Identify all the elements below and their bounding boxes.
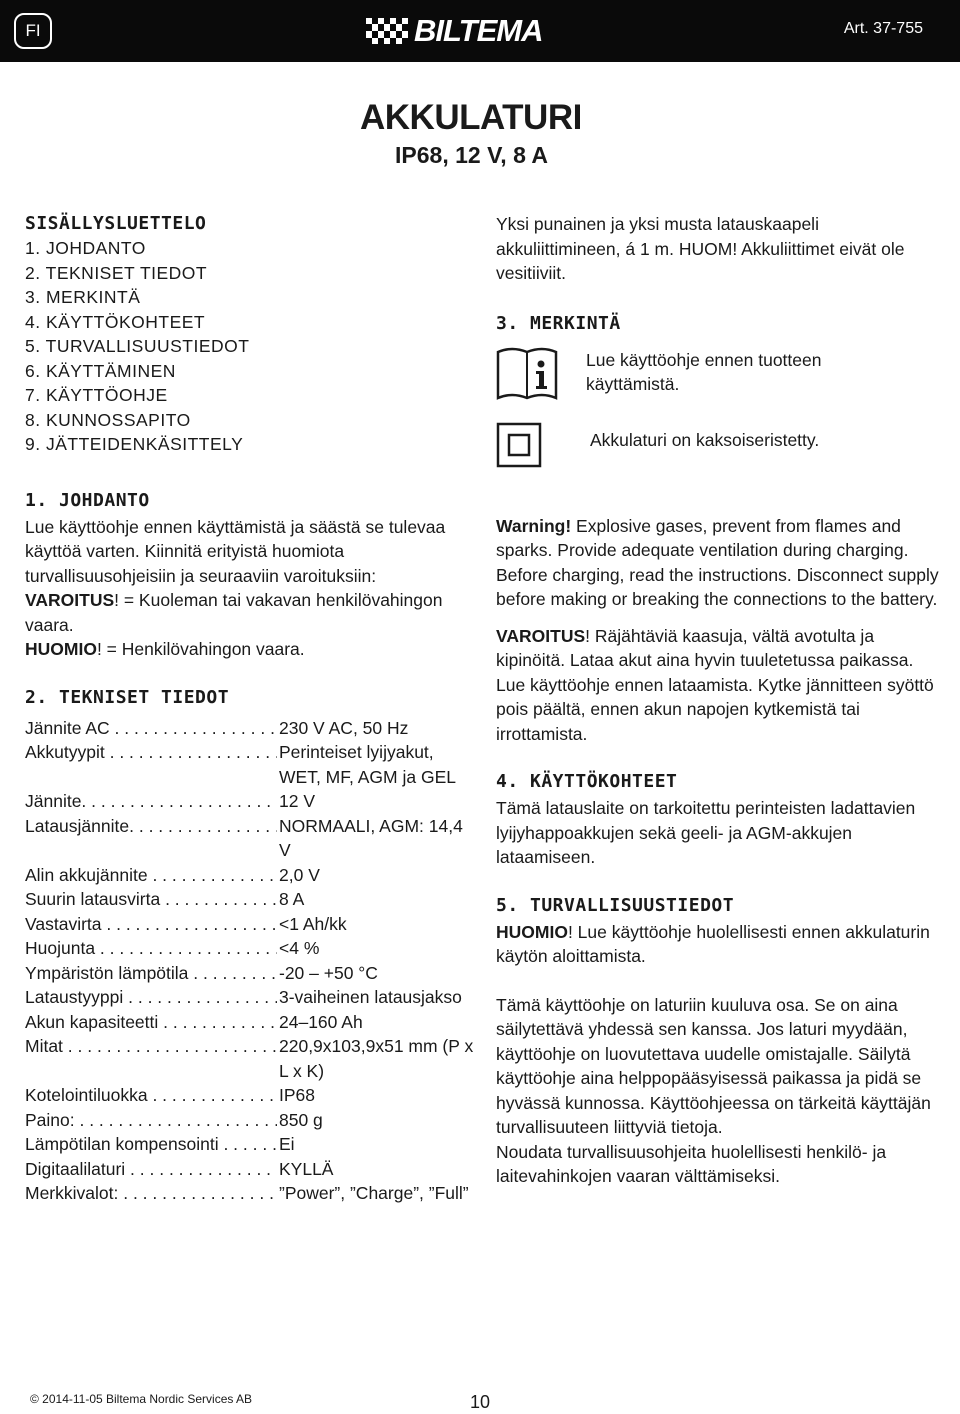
toc-item: 5. TURVALLISUUSTIEDOT xyxy=(25,336,250,356)
toc-item: 8. KUNNOSSAPITO xyxy=(25,409,191,430)
spec-row xyxy=(25,863,475,888)
spec-row xyxy=(25,912,475,937)
spec-row xyxy=(25,887,475,912)
spec-value: -20 – +50 °C xyxy=(279,962,378,983)
finnish-warning-label: VAROITUS xyxy=(496,625,586,646)
read-manual-icon xyxy=(496,344,558,400)
spec-key: Jännite AC . . . xyxy=(25,716,277,741)
double-insulation-icon xyxy=(496,422,542,468)
spec-value: 24–160 Ah xyxy=(279,1011,363,1032)
intro-heading: 1. JOHDANTO xyxy=(25,489,150,511)
spec-row xyxy=(25,814,475,863)
english-warning-label: Warning! xyxy=(496,515,572,536)
spec-row xyxy=(25,1132,475,1157)
english-warning xyxy=(496,514,941,612)
spec-key: Lämpötilan kompensointi . . . xyxy=(25,1132,277,1157)
usage-text: Tämä latauslaite on tarkoitettu perinteisten ladattavien lyijyhappoakkujen sekä geeli- ja AGM-akkujen lataamiseen. xyxy=(496,798,916,867)
safety-heading: 5. TURVALLISUUSTIEDOT xyxy=(496,894,735,916)
spec-row xyxy=(25,1157,475,1182)
spec-key: Latausjännite. . . . xyxy=(25,814,277,863)
spec-row xyxy=(25,716,475,741)
spec-row xyxy=(25,1010,475,1035)
mark2-text: Akkulaturi on kaksoiseristetty. xyxy=(590,429,820,450)
toc-item: 6. KÄYTTÄMINEN xyxy=(25,360,176,381)
toc-item: 3. MERKINTÄ xyxy=(25,287,141,307)
page-subtitle: IP68, 12 V, 8 A xyxy=(395,142,549,168)
spec-value: <1 Ah/kk xyxy=(279,913,347,934)
spec-key: Vastavirta . . . xyxy=(25,912,277,937)
spec-row xyxy=(25,740,475,789)
spec-key: Jännite. . . . xyxy=(25,789,277,814)
spec-row xyxy=(25,936,475,961)
mark1-text: Lue käyttöohje ennen tuotteen käyttämistä. xyxy=(586,349,822,394)
spec-key: Akun kapasiteetti . . . xyxy=(25,1010,277,1035)
marking-heading: 3. MERKINTÄ xyxy=(496,312,621,334)
spec-row xyxy=(25,985,475,1010)
spec-value: 220,9x103,9x51 mm (P x L x K) xyxy=(279,1036,474,1081)
spec-row xyxy=(25,1108,475,1133)
usage-heading: 4. KÄYTTÖKOHTEET xyxy=(496,771,678,792)
spec-value: 2,0 V xyxy=(279,864,320,885)
spec-key: Paino: . . . xyxy=(25,1108,277,1133)
warning-text: ! = Kuoleman tai vakavan henkilövahingon vaara. xyxy=(25,590,443,635)
mark-read-manual xyxy=(496,344,941,400)
toc-item: 2. TEKNISET TIEDOT xyxy=(25,262,208,283)
spec-key: Mitat . . . xyxy=(25,1034,277,1083)
spec-value: Ei xyxy=(279,1134,295,1154)
toc-item: 1. JOHDANTO xyxy=(25,238,146,258)
spec-key: Kotelointiluokka . . . xyxy=(25,1083,277,1108)
toc-list xyxy=(25,236,475,457)
spec-value: Perinteiset lyijyakut, WET, MF, AGM ja GEL xyxy=(279,742,456,787)
safety-paragraph: Tämä käyttöohje on laturiin kuuluva osa. Se on aina säilytettävä yhdessä sen kanssa. Jos laturi myydään, käyttöohje on luovutettava uudelle omistajalle. Säilytä käyttöohje aina helppopääsyisessä paikassa ja pidä se hyvässä kunnossa. Käyttöohjeessa on tärkeitä käyttäjän turvallisuuteen liittyviä tietoja. xyxy=(496,994,931,1137)
spec-value: 8 A xyxy=(279,889,305,909)
toc-heading: SISÄLLYSLUETTELO xyxy=(25,213,207,234)
brand-name: BILTEMA xyxy=(414,13,543,48)
spec-value: 12 V xyxy=(279,791,315,811)
spec-row xyxy=(25,1181,475,1206)
language-badge: FI xyxy=(14,13,52,49)
cable-text: Yksi punainen ja yksi musta latauskaapeli akkuliittimineen, á 1 m. HUOM! Akkuliittimet eivät ole vesitiiviit. xyxy=(496,214,905,283)
spec-value: 850 g xyxy=(279,1109,323,1130)
spec-key: Digitaalilaturi . . . xyxy=(25,1157,277,1182)
toc-item: 4. KÄYTTÖKOHTEET xyxy=(25,311,206,332)
page-number: 10 xyxy=(470,1392,491,1412)
spec-row xyxy=(25,1034,475,1083)
intro-warning xyxy=(25,588,475,637)
intro-text: Lue käyttöohje ennen käyttämistä ja säästä se tulevaa käyttöä varten. Kiinnitä erityistä huomiota turvallisuusohjeisiin ja seuraaviin varoituksiin: xyxy=(25,516,446,586)
safety-text: ! Lue käyttöohje huolellisesti ennen akkulaturin käytön aloittamista. xyxy=(496,921,930,966)
spec-value: 230 V AC, 50 Hz xyxy=(279,717,409,738)
spec-value: IP68 xyxy=(279,1085,315,1105)
safety-paragraph-2: Noudata turvallisuusohjeita huolellisesti henkilö- ja laitevahinkojen vaaran välttämiseksi. xyxy=(496,1141,887,1186)
checkered-flag-icon xyxy=(366,18,408,44)
safety-note xyxy=(496,920,941,969)
spec-value: <4 % xyxy=(279,938,320,958)
specs-heading: 2. TEKNISET TIEDOT xyxy=(25,686,230,708)
page-title: AKKULATURI xyxy=(360,98,582,137)
english-warning-text: Explosive gases, prevent from flames and sparks. Provide adequate ventilation during charging. Before charging, read the instructions. Disconnect supply before making or breaking the connections to the battery. xyxy=(496,515,939,609)
finnish-warning xyxy=(496,624,941,747)
right-column xyxy=(496,212,941,1189)
safety-label: HUOMIO xyxy=(496,921,568,942)
intro-note xyxy=(25,637,475,662)
spec-key: Suurin latausvirta . . . xyxy=(25,887,277,912)
spec-key: Alin akkujännite . . . xyxy=(25,863,277,888)
left-column xyxy=(25,212,475,1206)
spec-row xyxy=(25,961,475,986)
note-text: ! = Henkilövahingon vaara. xyxy=(96,639,305,659)
spec-value: 3-vaiheinen latausjakso xyxy=(279,987,462,1007)
note-label: HUOMIO xyxy=(25,639,97,659)
spec-value: NORMAALI, AGM: 14,4 V xyxy=(279,815,463,860)
toc-item: 7. KÄYTTÖOHJE xyxy=(25,385,168,405)
specs-table xyxy=(25,716,475,1206)
brand-logo xyxy=(366,12,542,50)
spec-key: Lataustyyppi . . . xyxy=(25,985,277,1010)
spec-row xyxy=(25,789,475,814)
mark-double-insulated xyxy=(496,422,941,468)
spec-key: Akkutyypit . . . xyxy=(25,740,277,789)
spec-key: Ympäristön lämpötila . . . xyxy=(25,961,277,986)
spec-key: Merkkivalot: . . . xyxy=(25,1181,277,1206)
warning-label: VAROITUS xyxy=(25,590,115,610)
spec-row xyxy=(25,1083,475,1108)
finnish-warning-text: ! Räjähtäviä kaasuja, vältä avotulta ja kipinöitä. Lataa akut aina hyvin tuuletetussa paikassa. Lue käyttöohje ennen lataamista. Kytke jännitteen syöttö pois päältä, ennen akun napojen kytkemistä tai irrottamista. xyxy=(496,625,934,744)
toc-item: 9. JÄTTEIDENKÄSITTELY xyxy=(25,434,244,454)
copyright: © 2014-11-05 Biltema Nordic Services AB xyxy=(30,1392,253,1406)
spec-value: KYLLÄ xyxy=(279,1158,334,1179)
article-number: Art. 37-755 xyxy=(843,20,923,37)
spec-key: Huojunta . . . xyxy=(25,936,277,961)
header-bar xyxy=(0,0,960,62)
spec-value: ”Power”, ”Charge”, ”Full” xyxy=(279,1183,469,1203)
